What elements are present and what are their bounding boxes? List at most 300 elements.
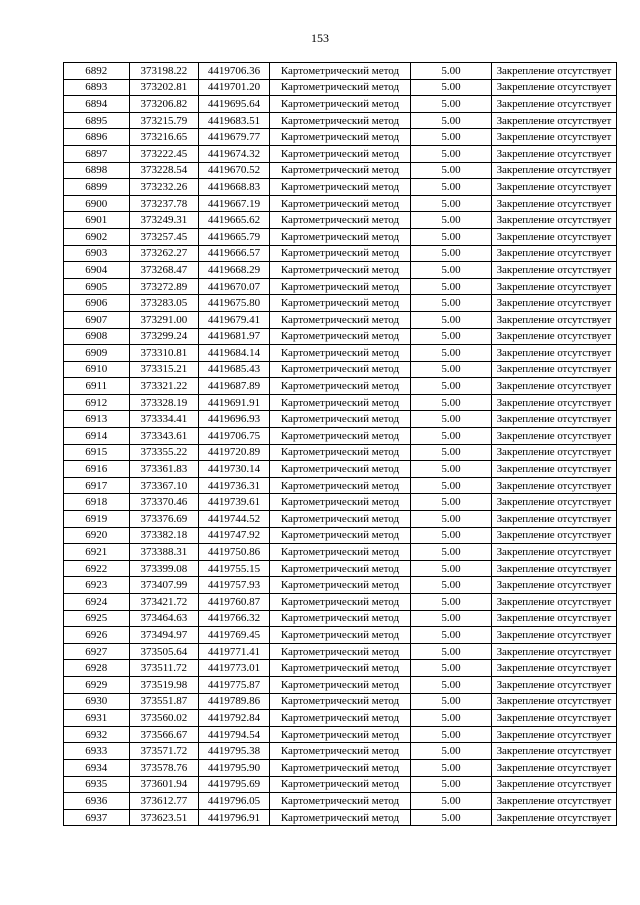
- description-cell: Закрепление отсутствует: [491, 710, 616, 727]
- x-coordinate-cell: 373228.54: [129, 162, 199, 179]
- page-number: 153: [311, 31, 329, 45]
- x-coordinate-cell: 373232.26: [129, 179, 199, 196]
- table-row: [64, 743, 617, 760]
- description-cell: Закрепление отсутствует: [491, 212, 616, 229]
- method-cell: Картометрический метод: [269, 560, 410, 577]
- method-cell: Картометрический метод: [269, 726, 410, 743]
- accuracy-cell: 5.00: [411, 544, 492, 561]
- description-cell: Закрепление отсутствует: [491, 79, 616, 96]
- method-cell: Картометрический метод: [269, 278, 410, 295]
- description-cell: Закрепление отсутствует: [491, 759, 616, 776]
- accuracy-cell: 5.00: [411, 63, 492, 80]
- description-cell: Закрепление отсутствует: [491, 577, 616, 594]
- table-row: [64, 710, 617, 727]
- description-cell: Закрепление отсутствует: [491, 560, 616, 577]
- point-number-cell: 6916: [64, 461, 130, 478]
- x-coordinate-cell: 373464.63: [129, 610, 199, 627]
- method-cell: Картометрический метод: [269, 361, 410, 378]
- y-coordinate-cell: 4419665.62: [199, 212, 270, 229]
- x-coordinate-cell: 373519.98: [129, 676, 199, 693]
- accuracy-cell: 5.00: [411, 145, 492, 162]
- point-number-cell: 6931: [64, 710, 130, 727]
- x-coordinate-cell: 373578.76: [129, 759, 199, 776]
- x-coordinate-cell: 373249.31: [129, 212, 199, 229]
- accuracy-cell: 5.00: [411, 394, 492, 411]
- point-number-cell: 6911: [64, 378, 130, 395]
- point-number-cell: 6932: [64, 726, 130, 743]
- x-coordinate-cell: 373612.77: [129, 793, 199, 810]
- method-cell: Картометрический метод: [269, 411, 410, 428]
- point-number-cell: 6936: [64, 793, 130, 810]
- point-number-cell: 6914: [64, 428, 130, 445]
- y-coordinate-cell: 4419674.32: [199, 145, 270, 162]
- table-row: [64, 162, 617, 179]
- table-row: [64, 378, 617, 395]
- method-cell: Картометрический метод: [269, 96, 410, 113]
- method-cell: Картометрический метод: [269, 710, 410, 727]
- y-coordinate-cell: 4419701.20: [199, 79, 270, 96]
- description-cell: Закрепление отсутствует: [491, 743, 616, 760]
- x-coordinate-cell: 373315.21: [129, 361, 199, 378]
- description-cell: Закрепление отсутствует: [491, 544, 616, 561]
- point-number-cell: 6930: [64, 693, 130, 710]
- point-number-cell: 6896: [64, 129, 130, 146]
- accuracy-cell: 5.00: [411, 411, 492, 428]
- table-row: [64, 245, 617, 262]
- accuracy-cell: 5.00: [411, 477, 492, 494]
- table-row: [64, 262, 617, 279]
- point-number-cell: 6935: [64, 776, 130, 793]
- description-cell: Закрепление отсутствует: [491, 295, 616, 312]
- description-cell: Закрепление отсутствует: [491, 594, 616, 611]
- table-row: [64, 643, 617, 660]
- point-number-cell: 6902: [64, 228, 130, 245]
- y-coordinate-cell: 4419789.86: [199, 693, 270, 710]
- description-cell: Закрепление отсутствует: [491, 145, 616, 162]
- table-row: [64, 96, 617, 113]
- accuracy-cell: 5.00: [411, 212, 492, 229]
- point-number-cell: 6903: [64, 245, 130, 262]
- accuracy-cell: 5.00: [411, 195, 492, 212]
- method-cell: Картометрический метод: [269, 527, 410, 544]
- method-cell: Картометрический метод: [269, 643, 410, 660]
- coordinates-table: [63, 62, 617, 826]
- description-cell: Закрепление отсутствует: [491, 378, 616, 395]
- x-coordinate-cell: 373370.46: [129, 494, 199, 511]
- y-coordinate-cell: 4419684.14: [199, 345, 270, 362]
- point-number-cell: 6933: [64, 743, 130, 760]
- point-number-cell: 6913: [64, 411, 130, 428]
- x-coordinate-cell: 373382.18: [129, 527, 199, 544]
- point-number-cell: 6893: [64, 79, 130, 96]
- description-cell: Закрепление отсутствует: [491, 179, 616, 196]
- table-row: [64, 63, 617, 80]
- accuracy-cell: 5.00: [411, 776, 492, 793]
- table-row: [64, 660, 617, 677]
- x-coordinate-cell: 373571.72: [129, 743, 199, 760]
- table-row: [64, 411, 617, 428]
- table-row: [64, 345, 617, 362]
- point-number-cell: 6906: [64, 295, 130, 312]
- method-cell: Картометрический метод: [269, 179, 410, 196]
- point-number-cell: 6901: [64, 212, 130, 229]
- accuracy-cell: 5.00: [411, 228, 492, 245]
- y-coordinate-cell: 4419794.54: [199, 726, 270, 743]
- accuracy-cell: 5.00: [411, 428, 492, 445]
- accuracy-cell: 5.00: [411, 162, 492, 179]
- description-cell: Закрепление отсутствует: [491, 444, 616, 461]
- accuracy-cell: 5.00: [411, 743, 492, 760]
- method-cell: Картометрический метод: [269, 693, 410, 710]
- table-row: [64, 560, 617, 577]
- point-number-cell: 6923: [64, 577, 130, 594]
- y-coordinate-cell: 4419795.38: [199, 743, 270, 760]
- accuracy-cell: 5.00: [411, 79, 492, 96]
- y-coordinate-cell: 4419795.90: [199, 759, 270, 776]
- accuracy-cell: 5.00: [411, 676, 492, 693]
- y-coordinate-cell: 4419670.52: [199, 162, 270, 179]
- description-cell: Закрепление отсутствует: [491, 793, 616, 810]
- description-cell: Закрепление отсутствует: [491, 776, 616, 793]
- x-coordinate-cell: 373272.89: [129, 278, 199, 295]
- description-cell: Закрепление отсутствует: [491, 63, 616, 80]
- point-number-cell: 6920: [64, 527, 130, 544]
- description-cell: Закрепление отсутствует: [491, 428, 616, 445]
- x-coordinate-cell: 373237.78: [129, 195, 199, 212]
- table-row: [64, 776, 617, 793]
- table-row: [64, 693, 617, 710]
- method-cell: Картометрический метод: [269, 627, 410, 644]
- method-cell: Картометрический метод: [269, 79, 410, 96]
- point-number-cell: 6925: [64, 610, 130, 627]
- x-coordinate-cell: 373222.45: [129, 145, 199, 162]
- method-cell: Картометрический метод: [269, 594, 410, 611]
- description-cell: Закрепление отсутствует: [491, 527, 616, 544]
- accuracy-cell: 5.00: [411, 610, 492, 627]
- x-coordinate-cell: 373310.81: [129, 345, 199, 362]
- method-cell: Картометрический метод: [269, 477, 410, 494]
- accuracy-cell: 5.00: [411, 511, 492, 528]
- point-number-cell: 6897: [64, 145, 130, 162]
- method-cell: Картометрический метод: [269, 295, 410, 312]
- method-cell: Картометрический метод: [269, 311, 410, 328]
- x-coordinate-cell: 373321.22: [129, 378, 199, 395]
- y-coordinate-cell: 4419795.69: [199, 776, 270, 793]
- table-row: [64, 328, 617, 345]
- point-number-cell: 6919: [64, 511, 130, 528]
- x-coordinate-cell: 373215.79: [129, 112, 199, 129]
- method-cell: Картометрический метод: [269, 494, 410, 511]
- y-coordinate-cell: 4419691.91: [199, 394, 270, 411]
- y-coordinate-cell: 4419769.45: [199, 627, 270, 644]
- description-cell: Закрепление отсутствует: [491, 262, 616, 279]
- point-number-cell: 6908: [64, 328, 130, 345]
- table-row: [64, 577, 617, 594]
- method-cell: Картометрический метод: [269, 195, 410, 212]
- point-number-cell: 6904: [64, 262, 130, 279]
- table-row: [64, 394, 617, 411]
- method-cell: Картометрический метод: [269, 428, 410, 445]
- x-coordinate-cell: 373334.41: [129, 411, 199, 428]
- table-row: [64, 361, 617, 378]
- description-cell: Закрепление отсутствует: [491, 228, 616, 245]
- accuracy-cell: 5.00: [411, 278, 492, 295]
- y-coordinate-cell: 4419665.79: [199, 228, 270, 245]
- y-coordinate-cell: 4419679.41: [199, 311, 270, 328]
- y-coordinate-cell: 4419773.01: [199, 660, 270, 677]
- x-coordinate-cell: 373367.10: [129, 477, 199, 494]
- y-coordinate-cell: 4419750.86: [199, 544, 270, 561]
- y-coordinate-cell: 4419687.89: [199, 378, 270, 395]
- description-cell: Закрепление отсутствует: [491, 693, 616, 710]
- y-coordinate-cell: 4419675.80: [199, 295, 270, 312]
- accuracy-cell: 5.00: [411, 311, 492, 328]
- description-cell: Закрепление отсутствует: [491, 361, 616, 378]
- description-cell: Закрепление отсутствует: [491, 411, 616, 428]
- table-body: [64, 63, 617, 826]
- method-cell: Картометрический метод: [269, 162, 410, 179]
- y-coordinate-cell: 4419706.36: [199, 63, 270, 80]
- table-row: [64, 444, 617, 461]
- table-row: [64, 212, 617, 229]
- y-coordinate-cell: 4419667.19: [199, 195, 270, 212]
- accuracy-cell: 5.00: [411, 527, 492, 544]
- method-cell: Картометрический метод: [269, 660, 410, 677]
- x-coordinate-cell: 373505.64: [129, 643, 199, 660]
- y-coordinate-cell: 4419796.05: [199, 793, 270, 810]
- x-coordinate-cell: 373399.08: [129, 560, 199, 577]
- description-cell: Закрепление отсутствует: [491, 328, 616, 345]
- description-cell: Закрепление отсутствует: [491, 162, 616, 179]
- point-number-cell: 6907: [64, 311, 130, 328]
- y-coordinate-cell: 4419755.15: [199, 560, 270, 577]
- accuracy-cell: 5.00: [411, 693, 492, 710]
- accuracy-cell: 5.00: [411, 627, 492, 644]
- point-number-cell: 6934: [64, 759, 130, 776]
- accuracy-cell: 5.00: [411, 245, 492, 262]
- point-number-cell: 6909: [64, 345, 130, 362]
- x-coordinate-cell: 373291.00: [129, 311, 199, 328]
- description-cell: Закрепление отсутствует: [491, 726, 616, 743]
- method-cell: Картометрический метод: [269, 129, 410, 146]
- description-cell: Закрепление отсутствует: [491, 660, 616, 677]
- method-cell: Картометрический метод: [269, 145, 410, 162]
- y-coordinate-cell: 4419681.97: [199, 328, 270, 345]
- y-coordinate-cell: 4419666.57: [199, 245, 270, 262]
- accuracy-cell: 5.00: [411, 494, 492, 511]
- accuracy-cell: 5.00: [411, 179, 492, 196]
- description-cell: Закрепление отсутствует: [491, 278, 616, 295]
- method-cell: Картометрический метод: [269, 112, 410, 129]
- method-cell: Картометрический метод: [269, 544, 410, 561]
- description-cell: Закрепление отсутствует: [491, 245, 616, 262]
- method-cell: Картометрический метод: [269, 676, 410, 693]
- x-coordinate-cell: 373262.27: [129, 245, 199, 262]
- x-coordinate-cell: 373623.51: [129, 809, 199, 826]
- table-row: [64, 809, 617, 826]
- accuracy-cell: 5.00: [411, 643, 492, 660]
- table-row: [64, 759, 617, 776]
- table-row: [64, 228, 617, 245]
- method-cell: Картометрический метод: [269, 461, 410, 478]
- accuracy-cell: 5.00: [411, 295, 492, 312]
- method-cell: Картометрический метод: [269, 610, 410, 627]
- accuracy-cell: 5.00: [411, 809, 492, 826]
- method-cell: Картометрический метод: [269, 245, 410, 262]
- x-coordinate-cell: 373551.87: [129, 693, 199, 710]
- point-number-cell: 6894: [64, 96, 130, 113]
- table-row: [64, 461, 617, 478]
- table-row: [64, 726, 617, 743]
- y-coordinate-cell: 4419668.83: [199, 179, 270, 196]
- table-row: [64, 527, 617, 544]
- description-cell: Закрепление отсутствует: [491, 511, 616, 528]
- point-number-cell: 6912: [64, 394, 130, 411]
- point-number-cell: 6905: [64, 278, 130, 295]
- point-number-cell: 6929: [64, 676, 130, 693]
- point-number-cell: 6900: [64, 195, 130, 212]
- x-coordinate-cell: 373566.67: [129, 726, 199, 743]
- method-cell: Картометрический метод: [269, 511, 410, 528]
- method-cell: Картометрический метод: [269, 228, 410, 245]
- x-coordinate-cell: 373407.99: [129, 577, 199, 594]
- point-number-cell: 6926: [64, 627, 130, 644]
- description-cell: Закрепление отсутствует: [491, 461, 616, 478]
- x-coordinate-cell: 373601.94: [129, 776, 199, 793]
- point-number-cell: 6924: [64, 594, 130, 611]
- x-coordinate-cell: 373376.69: [129, 511, 199, 528]
- accuracy-cell: 5.00: [411, 461, 492, 478]
- table-row: [64, 278, 617, 295]
- table-row: [64, 494, 617, 511]
- description-cell: Закрепление отсутствует: [491, 494, 616, 511]
- y-coordinate-cell: 4419720.89: [199, 444, 270, 461]
- description-cell: Закрепление отсутствует: [491, 129, 616, 146]
- table-row: [64, 195, 617, 212]
- accuracy-cell: 5.00: [411, 361, 492, 378]
- method-cell: Картометрический метод: [269, 394, 410, 411]
- y-coordinate-cell: 4419685.43: [199, 361, 270, 378]
- y-coordinate-cell: 4419766.32: [199, 610, 270, 627]
- y-coordinate-cell: 4419775.87: [199, 676, 270, 693]
- point-number-cell: 6898: [64, 162, 130, 179]
- accuracy-cell: 5.00: [411, 129, 492, 146]
- accuracy-cell: 5.00: [411, 710, 492, 727]
- accuracy-cell: 5.00: [411, 112, 492, 129]
- method-cell: Картометрический метод: [269, 444, 410, 461]
- point-number-cell: 6928: [64, 660, 130, 677]
- table-row: [64, 129, 617, 146]
- y-coordinate-cell: 4419739.61: [199, 494, 270, 511]
- accuracy-cell: 5.00: [411, 328, 492, 345]
- table-row: [64, 594, 617, 611]
- x-coordinate-cell: 373343.61: [129, 428, 199, 445]
- description-cell: Закрепление отсутствует: [491, 311, 616, 328]
- y-coordinate-cell: 4419747.92: [199, 527, 270, 544]
- point-number-cell: 6922: [64, 560, 130, 577]
- x-coordinate-cell: 373283.05: [129, 295, 199, 312]
- accuracy-cell: 5.00: [411, 96, 492, 113]
- method-cell: Картометрический метод: [269, 328, 410, 345]
- table-row: [64, 676, 617, 693]
- method-cell: Картометрический метод: [269, 793, 410, 810]
- y-coordinate-cell: 4419695.64: [199, 96, 270, 113]
- x-coordinate-cell: 373388.31: [129, 544, 199, 561]
- y-coordinate-cell: 4419679.77: [199, 129, 270, 146]
- method-cell: Картометрический метод: [269, 63, 410, 80]
- x-coordinate-cell: 373361.83: [129, 461, 199, 478]
- description-cell: Закрепление отсутствует: [491, 394, 616, 411]
- method-cell: Картометрический метод: [269, 345, 410, 362]
- accuracy-cell: 5.00: [411, 594, 492, 611]
- table-row: [64, 428, 617, 445]
- accuracy-cell: 5.00: [411, 726, 492, 743]
- x-coordinate-cell: 373198.22: [129, 63, 199, 80]
- x-coordinate-cell: 373216.65: [129, 129, 199, 146]
- point-number-cell: 6910: [64, 361, 130, 378]
- method-cell: Картометрический метод: [269, 212, 410, 229]
- y-coordinate-cell: 4419771.41: [199, 643, 270, 660]
- table-row: [64, 511, 617, 528]
- table-row: [64, 544, 617, 561]
- x-coordinate-cell: 373421.72: [129, 594, 199, 611]
- method-cell: Картометрический метод: [269, 577, 410, 594]
- table-row: [64, 627, 617, 644]
- table-row: [64, 477, 617, 494]
- description-cell: Закрепление отсутствует: [491, 195, 616, 212]
- description-cell: Закрепление отсутствует: [491, 112, 616, 129]
- y-coordinate-cell: 4419760.87: [199, 594, 270, 611]
- x-coordinate-cell: 373202.81: [129, 79, 199, 96]
- y-coordinate-cell: 4419792.84: [199, 710, 270, 727]
- x-coordinate-cell: 373355.22: [129, 444, 199, 461]
- y-coordinate-cell: 4419696.93: [199, 411, 270, 428]
- table-row: [64, 793, 617, 810]
- method-cell: Картометрический метод: [269, 776, 410, 793]
- point-number-cell: 6915: [64, 444, 130, 461]
- method-cell: Картометрический метод: [269, 759, 410, 776]
- x-coordinate-cell: 373299.24: [129, 328, 199, 345]
- description-cell: Закрепление отсутствует: [491, 643, 616, 660]
- y-coordinate-cell: 4419744.52: [199, 511, 270, 528]
- x-coordinate-cell: 373560.02: [129, 710, 199, 727]
- description-cell: Закрепление отсутствует: [491, 809, 616, 826]
- point-number-cell: 6927: [64, 643, 130, 660]
- table-row: [64, 112, 617, 129]
- y-coordinate-cell: 4419668.29: [199, 262, 270, 279]
- table-row: [64, 311, 617, 328]
- accuracy-cell: 5.00: [411, 560, 492, 577]
- point-number-cell: 6892: [64, 63, 130, 80]
- description-cell: Закрепление отсутствует: [491, 345, 616, 362]
- table-row: [64, 179, 617, 196]
- description-cell: Закрепление отсутствует: [491, 610, 616, 627]
- y-coordinate-cell: 4419757.93: [199, 577, 270, 594]
- method-cell: Картометрический метод: [269, 743, 410, 760]
- description-cell: Закрепление отсутствует: [491, 676, 616, 693]
- point-number-cell: 6937: [64, 809, 130, 826]
- y-coordinate-cell: 4419796.91: [199, 809, 270, 826]
- y-coordinate-cell: 4419670.07: [199, 278, 270, 295]
- table-row: [64, 295, 617, 312]
- y-coordinate-cell: 4419736.31: [199, 477, 270, 494]
- accuracy-cell: 5.00: [411, 577, 492, 594]
- x-coordinate-cell: 373328.19: [129, 394, 199, 411]
- accuracy-cell: 5.00: [411, 444, 492, 461]
- description-cell: Закрепление отсутствует: [491, 627, 616, 644]
- point-number-cell: 6899: [64, 179, 130, 196]
- method-cell: Картометрический метод: [269, 378, 410, 395]
